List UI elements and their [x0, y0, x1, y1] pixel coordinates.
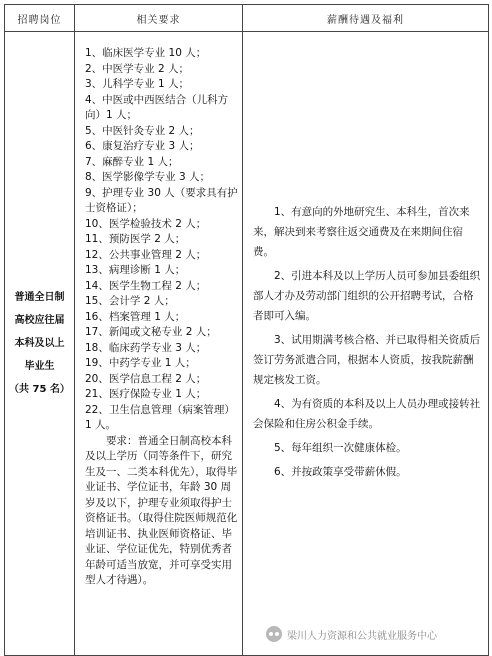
requirement-item: 2、中医学专业 2 人；: [85, 62, 190, 75]
requirement-item: 22、卫生信息管理（病案管理）1 人。: [85, 403, 235, 431]
requirement-item: 7、麻醉专业 1 人；: [85, 155, 179, 168]
header-row: [5, 5, 489, 32]
requirement-item: 19、中药学专业 1 人；: [85, 357, 196, 369]
requirement-item: 8、医学影像学专业 3 人；: [85, 171, 211, 183]
watermark-text: 梁川人力资源和公共就业服务中心: [287, 630, 437, 642]
requirement-item: 15、会计学 2 人；: [85, 295, 175, 307]
body-row: [5, 32, 489, 656]
header-position: 招聘岗位: [5, 5, 75, 32]
requirement-item: 21、医疗保险专业 1 人；: [85, 388, 207, 400]
position-cell: [5, 32, 75, 656]
requirements-list: [85, 46, 238, 434]
benefit-item: 1、有意向的外地研究生、本科生，首次来来，解决到来考察往返交通费及在来期间住宿费。: [253, 205, 470, 258]
position-line: 毕业生: [24, 361, 55, 372]
benefit-item: 6、并按政策享受带薪休假。: [274, 465, 407, 478]
requirement-item: 12、公共事业管理 2 人；: [85, 248, 207, 261]
requirement-item: 18、临床药学专业 3 人；: [85, 341, 207, 354]
position-line: （共 75 名）: [9, 384, 70, 395]
watermark: [266, 624, 480, 644]
requirement-item: 3、儿科学专业 1 人；: [85, 78, 190, 90]
requirement-item: 6、康复治疗专业 3 人；: [85, 140, 200, 152]
requirement-item: 20、医学信息工程 2 人；: [85, 372, 207, 385]
position-line: 普通全日制: [14, 292, 65, 303]
position-line: 本科及以上: [14, 338, 65, 349]
recruitment-table: [4, 4, 489, 656]
header-benefits: 薪酬待遇及福利: [243, 5, 489, 32]
requirement-item: 5、中医针灸专业 2 人；: [85, 124, 200, 137]
benefit-item: 3、试用期满考核合格、并已取得相关资质后签订劳务派遣合同，根据本人资质，按我院薪酬规定核发工资。: [253, 333, 481, 386]
requirement-item: 1、临床医学专业 10 人；: [85, 47, 207, 59]
requirement-item: 4、中医或中西医结合（儿科方向）1 人；: [85, 93, 229, 121]
benefit-item: 4、为有资质的本科及以上人员办理或接转社会保险和住房公积金手续。: [253, 397, 481, 430]
benefit-item: 2、引进本科及以上学历人员可参加县委组织部人才办及劳动部门组织的公开招聘考试，合格者即可入编。: [253, 269, 481, 322]
requirement-item: 17、新闻或文秘专业 2 人；: [85, 326, 217, 338]
wechat-icon: [266, 626, 282, 642]
benefit-item: 5、每年组织一次健康体检。: [274, 441, 407, 454]
requirement-item: 13、病理诊断 1 人；: [85, 264, 186, 276]
benefits-cell: [243, 32, 489, 656]
requirement-item: 11、预防医学 2 人；: [85, 233, 186, 245]
header-requirements: 相关要求: [75, 5, 243, 32]
requirement-note: 要求：普通全日制高校本科及以上学历（同等条件下，研究生及一、二类本科优先），取得毕业证书、学位证书，年龄 30 周岁及以下，护理专业须取得护士资格证书。（取得住院医师规范化培训证书、执业医师资格证、毕业证、学位证优先，特别优秀者年龄可适当放宽，并可享受实用型人才待遇）。: [85, 434, 238, 586]
requirements-cell: [75, 32, 243, 656]
position-line: 高校应往届: [14, 315, 65, 326]
requirement-item: 10、医学检验技术 2 人；: [85, 217, 207, 230]
requirement-item: 14、医学生物工程 2 人；: [85, 279, 207, 292]
requirement-item: 16、档案管理 1 人；: [85, 310, 186, 323]
requirement-item: 9、护理专业 30 人（要求具有护士资格证）；: [85, 186, 238, 214]
